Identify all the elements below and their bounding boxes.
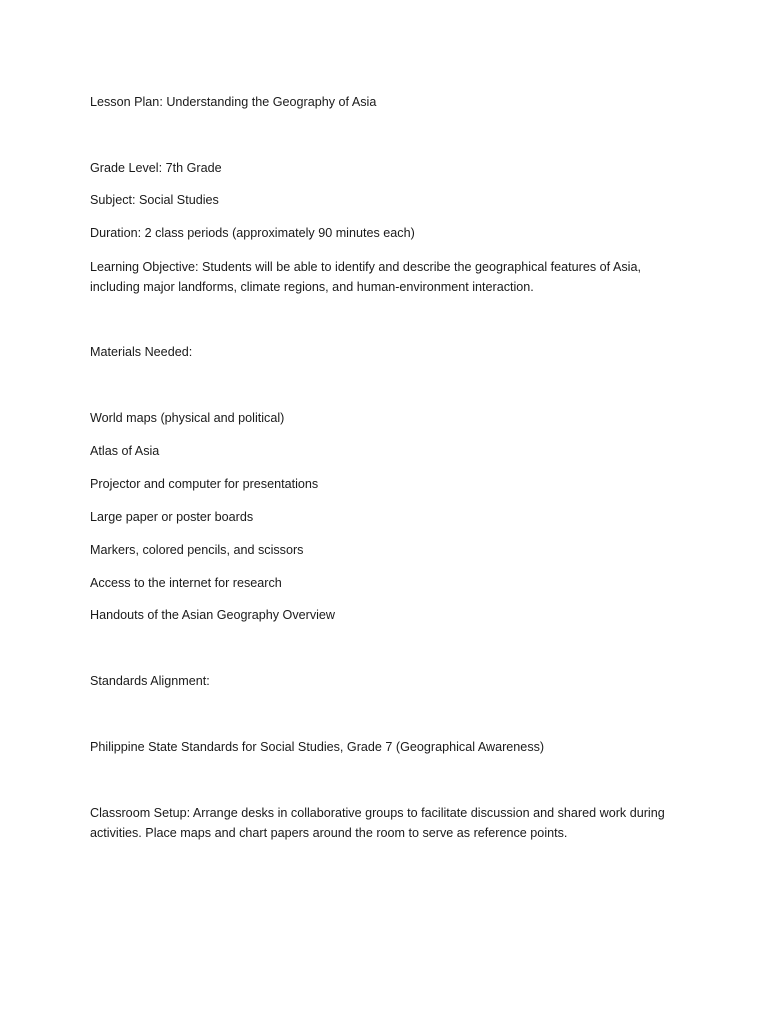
standards-item: Philippine State Standards for Social Studies, Grade 7 (Geographical Awareness) [90,740,545,754]
materials-heading: Materials Needed: [90,345,193,359]
standards-heading: Standards Alignment: [90,674,210,688]
materials-item: Projector and computer for presentations [90,477,319,491]
materials-item: Large paper or poster boards [90,510,254,524]
materials-item: Access to the internet for research [90,576,282,590]
duration: Duration: 2 class periods (approximately 90 minutes each) [90,226,415,240]
learning-objective: Learning Objective: Students will be able to identify and describe the geographical features of Asia, including major landforms, climate regions, and human-environment interaction. [90,260,641,294]
materials-item: Atlas of Asia [90,444,160,458]
lesson-plan-title: Lesson Plan: Understanding the Geography of Asia [90,95,377,109]
subject: Subject: Social Studies [90,193,219,207]
grade-level: Grade Level: 7th Grade [90,161,222,175]
materials-item: World maps (physical and political) [90,411,285,425]
materials-item: Markers, colored pencils, and scissors [90,543,304,557]
classroom-setup: Classroom Setup: Arrange desks in collaborative groups to facilitate discussion and shared work during activities. Place maps and chart papers around the room to serve as reference points. [90,806,665,840]
materials-item: Handouts of the Asian Geography Overview [90,608,336,622]
